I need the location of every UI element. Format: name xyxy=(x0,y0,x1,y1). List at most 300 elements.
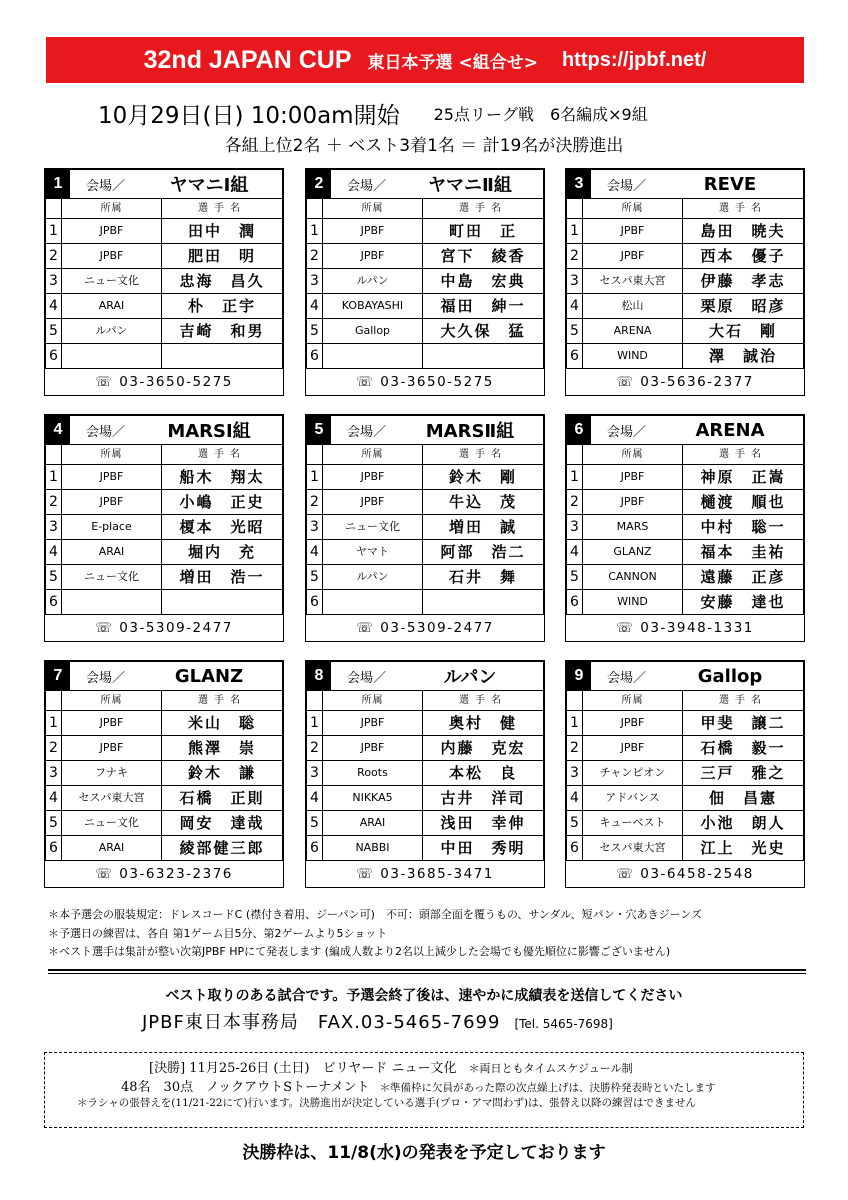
affiliation: JPBF xyxy=(323,465,423,489)
column-header-row xyxy=(566,691,804,711)
affiliation: セスパ東大宮 xyxy=(62,786,162,810)
seat-number: 6 xyxy=(46,836,62,860)
affiliation: KOBAYASHI xyxy=(323,294,423,318)
final-cloth-note: ＊ラシャの張替えを(11/21-22にて)行います。決勝進出が決定している選手(プロ・アマ問わず)は、張替え以降の練習はできません xyxy=(77,1097,697,1109)
venue-phone: ☏ 03-6458-2548 xyxy=(616,866,754,882)
player-row xyxy=(306,565,544,590)
player-name xyxy=(423,590,543,614)
player-row xyxy=(306,590,544,615)
group-header xyxy=(566,661,804,691)
player-row xyxy=(306,711,544,736)
player-name: 中田 秀明 xyxy=(440,839,526,857)
affiliation: JPBF xyxy=(323,736,423,760)
player-name: 大久保 猛 xyxy=(440,322,526,340)
player-name: 本松 良 xyxy=(448,764,517,782)
player-row xyxy=(45,219,283,244)
seat-number: 5 xyxy=(567,565,583,589)
player-name: 福田 紳一 xyxy=(440,297,526,315)
affiliation: JPBF xyxy=(583,736,683,760)
player-name: 宮下 綾香 xyxy=(440,247,526,265)
player-header: 選手名 xyxy=(198,203,246,214)
venue-phone: ☏ 03-3948-1331 xyxy=(616,620,754,636)
affiliation: ARAI xyxy=(62,294,162,318)
qualify-text: 各組上位2名 ＋ ベスト3着1名 ＝ 計19名が決勝進出 xyxy=(224,136,624,156)
group-header xyxy=(45,169,283,199)
venue-phone: ☏ 03-3685-3471 xyxy=(356,866,494,882)
player-row xyxy=(45,786,283,811)
affiliation-header: 所属 xyxy=(583,445,683,464)
player-name: 牛込 茂 xyxy=(448,493,517,511)
player-name: 米山 聡 xyxy=(187,714,256,732)
player-header: 選手名 xyxy=(459,695,507,706)
office-tel: [Tel. 5465-7698] xyxy=(514,1017,613,1031)
affiliation: チャンピオン xyxy=(583,761,683,785)
player-name: 中村 聡一 xyxy=(700,518,786,536)
player-row xyxy=(566,294,804,319)
seat-number: 4 xyxy=(567,540,583,564)
affiliation: JPBF xyxy=(583,244,683,268)
seat-number: 4 xyxy=(46,540,62,564)
venue-label: 会場／ xyxy=(86,178,126,194)
venue-phone: ☏ 03-3650-5275 xyxy=(95,374,233,390)
player-name: 町田 正 xyxy=(448,222,517,240)
player-header: 選手名 xyxy=(719,203,767,214)
player-name: 鈴木 剛 xyxy=(448,468,517,486)
player-name: 大石 剛 xyxy=(708,322,777,340)
player-name: 小嶋 正史 xyxy=(179,493,265,511)
venue-label: 会場／ xyxy=(347,178,387,194)
player-name: 増田 誠 xyxy=(448,518,517,536)
player-row xyxy=(566,565,804,590)
player-row xyxy=(306,269,544,294)
venue-label: 会場／ xyxy=(607,424,647,440)
player-row xyxy=(306,540,544,565)
venue-label: 会場／ xyxy=(347,670,387,686)
format-text: 25点リーグ戦 6名編成×9組 xyxy=(433,104,648,124)
player-row xyxy=(306,836,544,861)
player-row xyxy=(45,590,283,615)
seat-number: 1 xyxy=(567,465,583,489)
seat-number: 2 xyxy=(307,490,323,514)
player-row xyxy=(566,490,804,515)
affiliation xyxy=(323,590,423,614)
seat-number: 5 xyxy=(567,319,583,343)
player-row xyxy=(45,319,283,344)
seat-number: 3 xyxy=(46,761,62,785)
final-line-1 xyxy=(149,1057,803,1076)
affiliation: E-place xyxy=(62,515,162,539)
seat-number: 3 xyxy=(307,761,323,785)
affiliation: JPBF xyxy=(62,736,162,760)
seat-number: 2 xyxy=(567,244,583,268)
seat-number: 4 xyxy=(46,786,62,810)
event-subtitle: 東日本予選 <組合せ> xyxy=(367,52,538,73)
seat-number: 5 xyxy=(567,811,583,835)
seat-number: 5 xyxy=(307,811,323,835)
player-name: 小池 朗人 xyxy=(700,814,786,832)
seat-number: 6 xyxy=(567,590,583,614)
seat-number: 5 xyxy=(46,811,62,835)
venue-name: REVE xyxy=(703,173,757,195)
affiliation-header: 所属 xyxy=(323,445,423,464)
seat-number: 1 xyxy=(307,465,323,489)
venue-label: 会場／ xyxy=(607,178,647,194)
player-name: 忠海 昌久 xyxy=(179,272,265,290)
seat-number: 2 xyxy=(46,736,62,760)
venue-name: Gallop xyxy=(697,665,763,687)
divider xyxy=(48,969,806,971)
player-row xyxy=(306,344,544,369)
seat-number: 5 xyxy=(307,319,323,343)
group-header xyxy=(45,415,283,445)
player-row xyxy=(45,515,283,540)
column-header-row xyxy=(45,199,283,219)
affiliation: キューベスト xyxy=(583,811,683,835)
affiliation-header: 所属 xyxy=(62,445,162,464)
venue-name: ARENA xyxy=(695,419,765,441)
affiliation-header: 所属 xyxy=(583,691,683,710)
player-row xyxy=(566,515,804,540)
player-name: 佃 昌憲 xyxy=(708,789,777,807)
player-name: 三戸 雅之 xyxy=(700,764,786,782)
affiliation: WIND xyxy=(583,590,683,614)
player-row xyxy=(45,711,283,736)
seat-number: 4 xyxy=(307,540,323,564)
player-row xyxy=(306,515,544,540)
group-card xyxy=(565,168,805,396)
affiliation: ルパン xyxy=(62,319,162,343)
affiliation: セスパ東大宮 xyxy=(583,269,683,293)
seat-number: 6 xyxy=(307,344,323,368)
seat-number: 4 xyxy=(46,294,62,318)
player-header: 選手名 xyxy=(459,449,507,460)
seat-number: 2 xyxy=(46,490,62,514)
player-row xyxy=(306,319,544,344)
divider xyxy=(48,973,806,974)
player-row xyxy=(45,761,283,786)
player-name xyxy=(423,344,543,368)
player-row xyxy=(45,836,283,861)
player-row xyxy=(306,786,544,811)
group-number: 5 xyxy=(307,416,331,444)
player-name: 阿部 浩二 xyxy=(440,543,526,561)
player-name: 西本 優子 xyxy=(700,247,786,265)
player-row xyxy=(566,761,804,786)
player-name: 古井 洋司 xyxy=(440,789,526,807)
seat-number: 1 xyxy=(307,219,323,243)
seat-number: 2 xyxy=(46,244,62,268)
player-name: 樋渡 順也 xyxy=(700,493,786,511)
group-card xyxy=(44,414,284,642)
column-header-row xyxy=(45,445,283,465)
player-row xyxy=(566,319,804,344)
player-row xyxy=(566,269,804,294)
affiliation: GLANZ xyxy=(583,540,683,564)
player-row xyxy=(45,244,283,269)
venue-name: MARSⅠ組 xyxy=(167,421,251,442)
player-row xyxy=(566,811,804,836)
affiliation-header: 所属 xyxy=(583,199,683,218)
affiliation: Roots xyxy=(323,761,423,785)
player-row xyxy=(306,465,544,490)
seat-number: 1 xyxy=(567,219,583,243)
player-row xyxy=(306,219,544,244)
affiliation: JPBF xyxy=(62,490,162,514)
venue-name: ルパン xyxy=(443,667,497,688)
group-number: 7 xyxy=(46,662,70,690)
player-row xyxy=(566,711,804,736)
seat-number: 3 xyxy=(46,269,62,293)
column-header-row xyxy=(306,445,544,465)
player-name: 石井 舞 xyxy=(448,568,517,586)
player-name: 神原 正嵩 xyxy=(700,468,786,486)
website-link[interactable]: https://jpbf.net/ xyxy=(561,48,707,71)
player-name: 田中 潤 xyxy=(187,222,256,240)
column-header-row xyxy=(306,691,544,711)
group-number: 4 xyxy=(46,416,70,444)
affiliation: Gallop xyxy=(323,319,423,343)
player-row xyxy=(45,269,283,294)
affiliation xyxy=(62,590,162,614)
seat-number: 5 xyxy=(307,565,323,589)
player-name: 朴 正宇 xyxy=(187,297,256,315)
affiliation: JPBF xyxy=(62,465,162,489)
seat-number: 3 xyxy=(567,269,583,293)
player-row xyxy=(566,465,804,490)
note-practice: ＊予選日の練習は、各自 第1ゲーム目5分、第2ゲームより5ショット xyxy=(48,926,388,940)
group-number: 2 xyxy=(307,170,331,198)
venue-label: 会場／ xyxy=(607,670,647,686)
event-title: 32nd JAPAN CUP xyxy=(143,45,352,74)
affiliation: ルパン xyxy=(323,269,423,293)
player-name: 遠藤 正彦 xyxy=(700,568,786,586)
schedule-line xyxy=(98,97,798,129)
group-header xyxy=(306,415,544,445)
player-row xyxy=(566,540,804,565)
group-number: 6 xyxy=(567,416,591,444)
group-card xyxy=(565,414,805,642)
seat-number: 3 xyxy=(567,515,583,539)
player-row xyxy=(45,540,283,565)
affiliation: アドバンス xyxy=(583,786,683,810)
player-name: 江上 光史 xyxy=(700,839,786,857)
group-card xyxy=(44,168,284,396)
venue-phone: ☏ 03-5309-2477 xyxy=(95,620,233,636)
office-line xyxy=(142,1008,762,1034)
seat-number: 3 xyxy=(567,761,583,785)
player-header: 選手名 xyxy=(719,449,767,460)
note-best: ＊ベスト選手は集計が整い次第JPBF HPにて発表します (編成人数より2名以上減少した会場でも優先順位に影響ございません) xyxy=(48,945,671,958)
seat-number: 3 xyxy=(307,515,323,539)
seat-number: 3 xyxy=(307,269,323,293)
seat-number: 6 xyxy=(307,836,323,860)
affiliation: ニュー文化 xyxy=(323,515,423,539)
player-row xyxy=(45,736,283,761)
affiliation: セスパ東大宮 xyxy=(583,836,683,860)
player-row xyxy=(306,761,544,786)
player-name: 澤 誠治 xyxy=(708,347,777,365)
player-row xyxy=(306,294,544,319)
player-name: 榎本 光昭 xyxy=(179,518,265,536)
affiliation: JPBF xyxy=(323,219,423,243)
player-name: 綾部健三郎 xyxy=(179,839,265,857)
final-line-2 xyxy=(121,1076,803,1095)
seat-number: 2 xyxy=(567,736,583,760)
office-fax: JPBF東日本事務局 FAX.03-5465-7699 xyxy=(142,1012,501,1033)
affiliation-header: 所属 xyxy=(323,199,423,218)
player-header: 選手名 xyxy=(459,203,507,214)
affiliation: JPBF xyxy=(62,219,162,243)
group-number: 1 xyxy=(46,170,70,198)
player-name: 奥村 健 xyxy=(448,714,517,732)
player-name: 栗原 昭彦 xyxy=(700,297,786,315)
seat-number: 1 xyxy=(46,465,62,489)
seat-number: 6 xyxy=(307,590,323,614)
player-row xyxy=(45,294,283,319)
player-name: 伊藤 孝志 xyxy=(700,272,786,290)
affiliation: ニュー文化 xyxy=(62,269,162,293)
player-name: 熊澤 崇 xyxy=(187,739,256,757)
player-name: 吉崎 和男 xyxy=(179,322,265,340)
seat-number: 6 xyxy=(46,344,62,368)
seat-number: 6 xyxy=(46,590,62,614)
affiliation-header: 所属 xyxy=(323,691,423,710)
player-name: 内藤 克宏 xyxy=(440,739,526,757)
affiliation: JPBF xyxy=(62,711,162,735)
note-dress-code: ＊本予選会の服装規定：ドレスコードC (襟付き着用、ジーパン可) 不可：頭部全面を覆うもの、サンダル、短パン・穴あきジーンズ xyxy=(48,908,703,921)
affiliation: MARS xyxy=(583,515,683,539)
column-header-row xyxy=(566,445,804,465)
final-date-venue: [決勝] 11月25-26日 (土日) ビリヤード ニュー文化 xyxy=(149,1061,457,1076)
affiliation: NABBI xyxy=(323,836,423,860)
player-name: 鈴木 謙 xyxy=(187,764,256,782)
player-name: 肥田 明 xyxy=(187,247,256,265)
player-row xyxy=(566,590,804,615)
seat-number: 1 xyxy=(567,711,583,735)
venue-phone: ☏ 03-5636-2377 xyxy=(616,374,754,390)
player-header: 選手名 xyxy=(198,449,246,460)
affiliation: CANNON xyxy=(583,565,683,589)
player-name: 石橋 正則 xyxy=(179,789,265,807)
player-name: 島田 暁夫 xyxy=(700,222,786,240)
player-row xyxy=(45,344,283,369)
title-banner xyxy=(46,37,804,83)
player-row xyxy=(566,786,804,811)
player-row xyxy=(566,736,804,761)
venue-label: 会場／ xyxy=(86,670,126,686)
player-row xyxy=(45,490,283,515)
final-reserve-note: ＊準備枠に欠員があった際の次点繰上げは、決勝枠発表時といたします xyxy=(379,1082,716,1094)
group-card xyxy=(565,660,805,888)
affiliation xyxy=(323,344,423,368)
venue-name: MARSⅡ組 xyxy=(425,421,515,442)
seat-number: 2 xyxy=(567,490,583,514)
seat-number: 2 xyxy=(307,244,323,268)
group-header xyxy=(306,169,544,199)
notes xyxy=(48,906,808,962)
group-number: 8 xyxy=(307,662,331,690)
seat-number: 4 xyxy=(567,294,583,318)
player-row xyxy=(566,836,804,861)
affiliation: JPBF xyxy=(583,219,683,243)
affiliation: JPBF xyxy=(323,490,423,514)
final-format: 48名 30点 ノックアウトSトーナメント xyxy=(121,1080,370,1095)
group-card xyxy=(305,168,545,396)
player-name: 岡安 達哉 xyxy=(179,814,265,832)
affiliation-header: 所属 xyxy=(62,199,162,218)
player-name: 船木 翔太 xyxy=(179,468,265,486)
player-name: 甲斐 譲二 xyxy=(700,714,786,732)
affiliation: ニュー文化 xyxy=(62,811,162,835)
column-header-row xyxy=(566,199,804,219)
player-row xyxy=(45,565,283,590)
final-schedule-note: ＊両日ともタイムスケジュール制 xyxy=(468,1062,633,1075)
venue-label: 会場／ xyxy=(86,424,126,440)
seat-number: 3 xyxy=(46,515,62,539)
player-name: 石橋 毅一 xyxy=(700,739,786,757)
player-row xyxy=(566,344,804,369)
affiliation: ニュー文化 xyxy=(62,565,162,589)
player-row xyxy=(566,244,804,269)
player-row xyxy=(306,736,544,761)
player-row xyxy=(306,244,544,269)
player-name: 増田 浩一 xyxy=(179,568,265,586)
player-name: 安藤 達也 xyxy=(700,593,786,611)
player-header: 選手名 xyxy=(198,695,246,706)
affiliation: ルパン xyxy=(323,565,423,589)
affiliation: JPBF xyxy=(323,711,423,735)
seat-number: 1 xyxy=(307,711,323,735)
affiliation: WIND xyxy=(583,344,683,368)
seat-number: 2 xyxy=(307,736,323,760)
affiliation: ARAI xyxy=(62,836,162,860)
player-header: 選手名 xyxy=(719,695,767,706)
group-number: 9 xyxy=(567,662,591,690)
player-name xyxy=(162,344,282,368)
venue-phone: ☏ 03-6323-2376 xyxy=(95,866,233,882)
group-card xyxy=(305,414,545,642)
affiliation: NIKKA5 xyxy=(323,786,423,810)
affiliation: 松山 xyxy=(583,294,683,318)
affiliation: ヤマト xyxy=(323,540,423,564)
player-name xyxy=(162,590,282,614)
seat-number: 6 xyxy=(567,836,583,860)
seat-number: 1 xyxy=(46,219,62,243)
footer-announcement: 決勝枠は、11/8(水)の発表を予定しております xyxy=(242,1143,606,1163)
player-row xyxy=(566,219,804,244)
seat-number: 5 xyxy=(46,565,62,589)
final-info-box xyxy=(44,1052,804,1128)
column-header-row xyxy=(306,199,544,219)
group-number: 3 xyxy=(567,170,591,198)
seat-number: 4 xyxy=(307,786,323,810)
player-row xyxy=(306,811,544,836)
venue-name: GLANZ xyxy=(174,665,244,687)
affiliation: JPBF xyxy=(62,244,162,268)
affiliation: JPBF xyxy=(583,490,683,514)
affiliation: JPBF xyxy=(583,711,683,735)
seat-number: 5 xyxy=(46,319,62,343)
seat-number: 1 xyxy=(46,711,62,735)
venue-label: 会場／ xyxy=(347,424,387,440)
player-row xyxy=(45,465,283,490)
seat-number: 6 xyxy=(567,344,583,368)
group-header xyxy=(45,661,283,691)
player-name: 堀内 充 xyxy=(187,543,256,561)
player-row xyxy=(45,811,283,836)
group-card xyxy=(305,660,545,888)
venue-phone: ☏ 03-5309-2477 xyxy=(356,620,494,636)
